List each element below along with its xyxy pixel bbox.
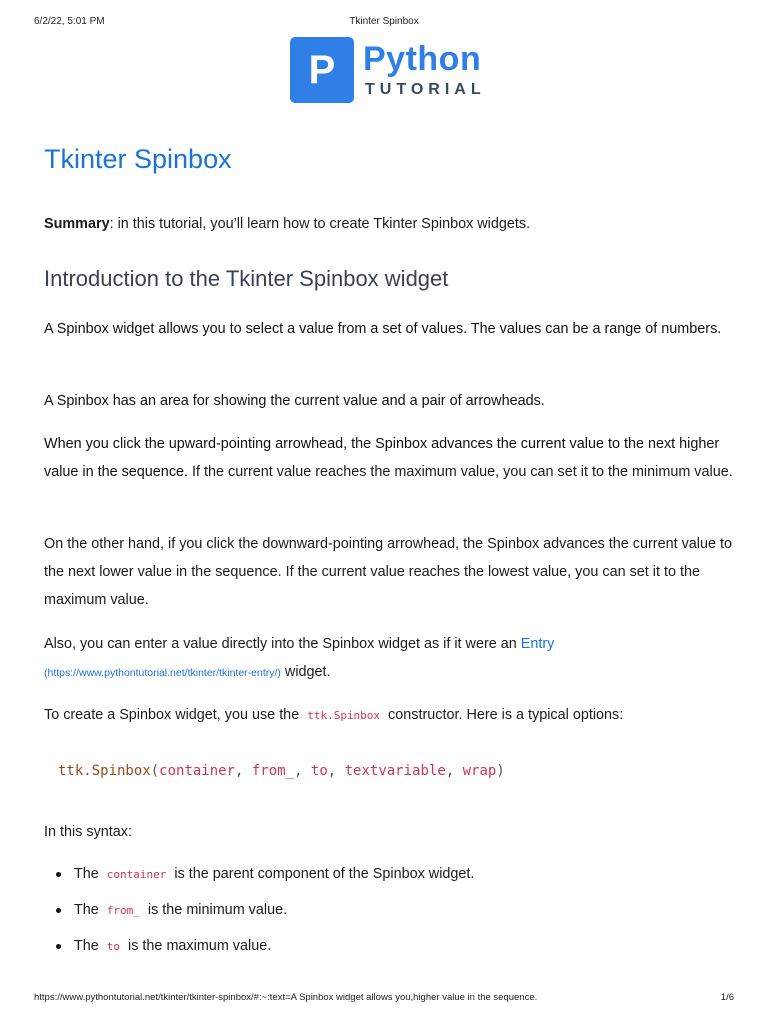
summary-paragraph [44, 210, 734, 238]
list-item-text: is the maximum value. [124, 938, 272, 954]
paragraph-3-part-b: If the current value reaches the maximum value, you can set it to the minimum value. [188, 464, 733, 480]
paragraph-2: A Spinbox has an area for showing the current value and a pair of arrowheads. [44, 393, 545, 409]
print-header [0, 16, 768, 30]
logo-name: Python [363, 40, 482, 78]
paragraph-6-part-a: To create a Spinbox widget, you use the [44, 707, 304, 723]
code-constructor: ttk.Spinbox [58, 763, 151, 779]
syntax-intro: In this syntax: [44, 824, 132, 840]
logo-p-icon: P [290, 37, 354, 103]
paragraph-1: A Spinbox widget allows you to select a value from a set of values. The values can be a range of numbers. [44, 321, 722, 337]
print-title: Tkinter Spinbox [349, 16, 419, 27]
list-item [44, 860, 734, 896]
intro-heading: Introduction to the Tkinter Spinbox widget [44, 266, 449, 291]
inline-code-to: to [106, 940, 121, 953]
inline-code-ttk-spinbox: ttk.Spinbox [307, 709, 381, 722]
print-date: 6/2/22, 5:01 PM [34, 16, 105, 27]
logo-subtitle: TUTORIAL [365, 81, 486, 98]
inline-code-from: from_ [106, 904, 140, 917]
list-item-text: is the parent component of the Spinbox widget. [170, 866, 475, 882]
summary-text: : in this tutorial, you’ll learn how to create Tkinter Spinbox widgets. [109, 216, 531, 232]
paragraph-5 [44, 630, 734, 687]
paragraph-3 [44, 430, 734, 486]
paragraph-6-part-b: constructor. Here is a typical options: [384, 707, 624, 723]
list-item-prefix: The [74, 902, 103, 918]
code-arg: wrap [462, 763, 497, 779]
page-number: 1/6 [720, 992, 734, 1003]
paragraph-5-part-b: widget. [280, 664, 331, 680]
syntax-list [44, 860, 734, 968]
code-open-paren: ( [150, 763, 160, 779]
paragraph-6 [44, 701, 734, 730]
code-separator: , [445, 763, 463, 779]
code-arg: from_ [251, 763, 295, 779]
print-footer-url: https://www.pythontutorial.net/tkinter/tkinter-spinbox/#:~:text=A Spinbox widget allows you,higher value in the sequence. [34, 992, 538, 1003]
paragraph-5-part-a: Also, you can enter a value directly into the Spinbox widget as if it were an [44, 636, 521, 652]
summary-label: Summary [44, 216, 110, 232]
page-title: Tkinter Spinbox [44, 144, 232, 174]
list-item-text: is the minimum value. [143, 902, 288, 918]
code-arg: textvariable [344, 763, 446, 779]
list-item-prefix: The [74, 866, 103, 882]
entry-link-url[interactable]: (https://www.pythontutorial.net/tkinter/tkinter-entry/) [44, 667, 281, 679]
list-item [44, 896, 734, 932]
code-block [58, 760, 505, 782]
code-arg: to [310, 763, 328, 779]
code-arg: container [159, 763, 236, 779]
code-separator: , [294, 763, 311, 779]
paragraph-4: On the other hand, if you click the downward-pointing arrowhead, the Spinbox advances the current value to the next lower value in the sequence. If the current value reaches the lowest value, you can set it to the maximum value. [44, 536, 732, 608]
code-separator: , [235, 763, 252, 779]
entry-link[interactable]: Entry [520, 636, 555, 652]
paragraph-3-part-a: When you click the upward-pointing arrowhead, the Spinbox advances the current value to the next higher value in the sequence. [44, 436, 720, 480]
code-separator: , [327, 763, 345, 779]
python-tutorial-logo[interactable] [290, 37, 490, 105]
list-item-prefix: The [74, 938, 103, 954]
code-close-paren: ) [496, 763, 505, 779]
print-footer [0, 992, 768, 1006]
inline-code-container: container [106, 868, 167, 881]
list-item [44, 932, 734, 968]
